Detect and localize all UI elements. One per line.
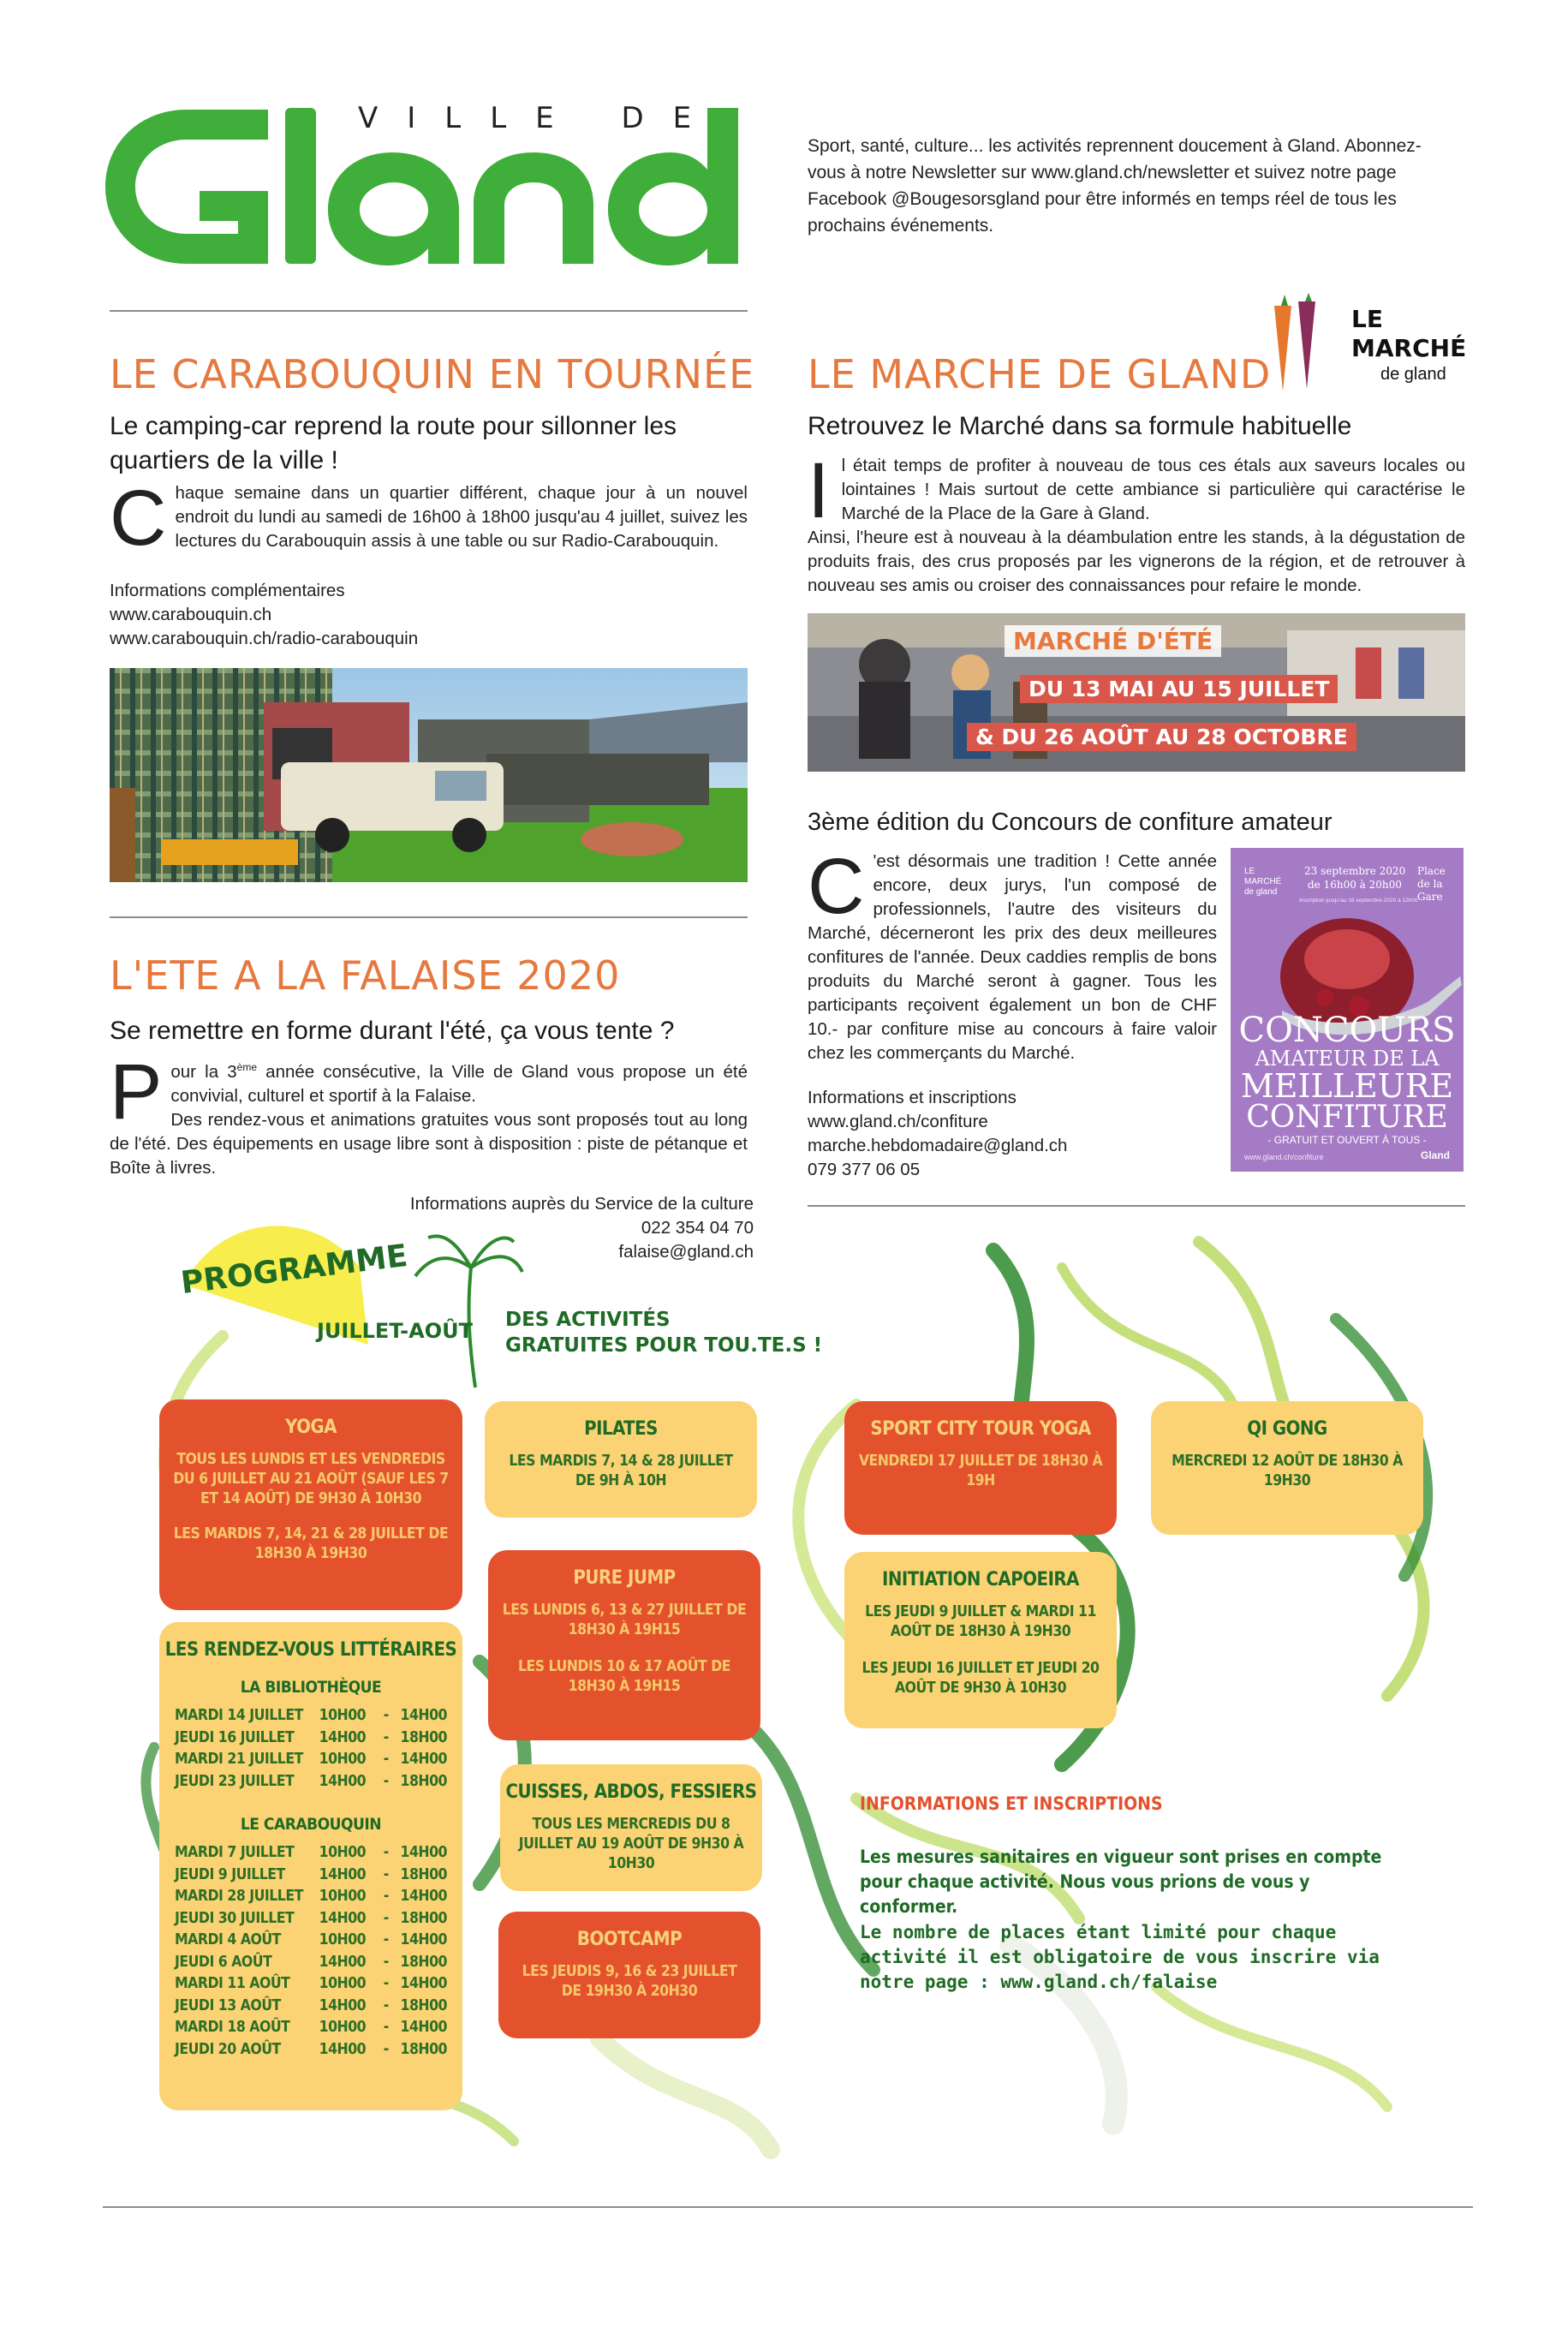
intro-text: Sport, santé, culture... les activités reprennent doucement à Gland. Abonnez-vous à notre Newsletter sur www.gland.ch/newsletter et suivez notre page Facebook @Bougesorsgland pour être informés en temps réel de tous les prochains événements.	[808, 136, 1422, 236]
divider-mid-left	[110, 916, 748, 918]
falaise-email[interactable]: falaise@gland.ch	[618, 1242, 754, 1262]
poster-logo: LE MARCHÉ de gland	[1244, 867, 1282, 897]
card-rendez-vous-litteraires	[159, 1622, 462, 2110]
schedule-day: MARDI 28 JUILLET	[175, 1888, 303, 1905]
dropcap: P	[110, 1048, 163, 1136]
schedule-sep: -	[383, 2019, 389, 2036]
schedule-to: 18H00	[400, 1996, 447, 2014]
card-line: LES LUNDIS 6, 13 & 27 JUILLET DE 18H30 À 19H15	[502, 1602, 747, 1638]
schedule-row	[175, 1996, 447, 2018]
schedule-sep: -	[383, 1909, 389, 1927]
schedule-from: 10H00	[319, 1888, 367, 1905]
card-line: LES MARDIS 7, 14 & 28 JUILLET DE 9H À 10H	[509, 1453, 733, 1489]
schedule-from: 10H00	[319, 1751, 367, 1768]
dropcap: I	[808, 447, 830, 534]
schedule-row	[175, 1908, 447, 1930]
poster-place: Place de la Gare	[1417, 865, 1446, 903]
marche-body-1: l était temps de profiter à nouveau de tous ces étals aux saveurs locales ou lointaines ! Mais surtout de cette ambiance si particulière qui caractérise le Marché de la Place de la Gare à Gland.	[841, 456, 1465, 523]
schedule-sep: -	[383, 1975, 389, 1992]
poster-title-5: - GRATUIT ET OUVERT À TOUS -	[1267, 1134, 1427, 1146]
schedule-to: 14H00	[400, 1931, 447, 1948]
carabouquin-schedule	[159, 1842, 462, 2061]
concours-body	[808, 843, 1217, 1065]
card-title: SPORT CITY TOUR YOGA	[870, 1418, 1091, 1440]
divider-top-left	[110, 310, 748, 312]
schedule-sep: -	[383, 1953, 389, 1971]
schedule-from: 14H00	[319, 1865, 367, 1883]
schedule-from: 14H00	[319, 1953, 367, 1971]
card-line: LES LUNDIS 10 & 17 AOÛT DE 18H30 À 19H15	[517, 1658, 731, 1695]
schedule-day: MARDI 18 AOÛT	[175, 2019, 290, 2036]
carabouquin-subtitle: Le camping-car reprend la route pour sillonner les quartiers de la ville !	[110, 412, 677, 474]
schedule-day: JEUDI 30 JUILLET	[175, 1909, 295, 1927]
poster-title-2: AMATEUR DE LA	[1255, 1047, 1440, 1071]
marche-body	[808, 447, 1465, 598]
schedule-row	[175, 1865, 447, 1887]
schedule-row	[175, 1973, 447, 1996]
card-bootcamp	[498, 1912, 760, 2038]
confiture-poster	[1231, 848, 1464, 1172]
schedule-to: 18H00	[400, 1772, 447, 1790]
schedule-day: JEUDI 6 AOÛT	[175, 1953, 272, 1971]
card-title: LES RENDEZ-VOUS LITTÉRAIRES	[164, 1639, 457, 1661]
dropcap: C	[808, 843, 865, 930]
schedule-from: 10H00	[319, 1975, 367, 1992]
schedule-from: 14H00	[319, 1909, 367, 1927]
carabouquin-info	[110, 579, 418, 651]
concours-info	[808, 1086, 1067, 1182]
schedule-sep: -	[383, 1751, 389, 1768]
poster-brand: Gland	[1421, 1149, 1451, 1161]
carabouquin-title: LE CARABOUQUIN EN TOURNÉE	[110, 351, 755, 397]
schedule-to: 14H00	[400, 1844, 447, 1861]
card-title: BOOTCAMP	[576, 1929, 683, 1950]
programme-info-p1: Les mesures sanitaires en vigueur sont prises en compte pour chaque activité. Nous vous prions de vous y conformer.	[860, 1847, 1382, 1917]
card-qi-gong	[1151, 1401, 1423, 1535]
schedule-from: 10H00	[319, 1707, 367, 1724]
programme-info-p2: Le nombre de places étant limité pour chaque activité il est obligatoire de vous inscrire via notre page : www.gland.ch/falaise	[860, 1922, 1380, 1992]
schedule-day: MARDI 11 AOÛT	[175, 1975, 290, 1992]
card-yoga	[159, 1399, 462, 1610]
card-line: LES JEUDIS 9, 16 & 23 JUILLET DE 19H30 À 20H30	[522, 1963, 737, 2000]
carabouquin-link[interactable]: www.carabouquin.ch	[110, 605, 272, 624]
logo-marche: MARCHÉ	[1351, 334, 1467, 362]
card-pure-jump	[488, 1550, 760, 1740]
poster-title-4: CONFITURE	[1246, 1100, 1448, 1135]
card-line: MERCREDI 12 AOÛT DE 18H30 À 19H30	[1172, 1453, 1403, 1489]
schedule-to: 14H00	[400, 1888, 447, 1905]
schedule-row	[175, 1842, 447, 1865]
schedule-sep: -	[383, 1996, 389, 2014]
card-line: VENDREDI 17 JUILLET DE 18H30 À 19H	[858, 1453, 1103, 1489]
logo-ville-de: VILLE DE	[358, 101, 721, 135]
carabouquin-body-text: haque semaine dans un quartier différent, chaque jour à un nouvel endroit du lundi au samedi de 16h00 à 18h00 jusqu'au 4 juillet, suivez les lectures du Carabouquin assis à une table ou sur Radio-Carabouquin.	[175, 483, 748, 551]
concours-body-text: 'est désormais une tradition ! Cette année encore, deux jurys, l'un composé de professionnels, l'autre des visiteurs du Marché, décerneront les prix des deux meilleures confitures de l'année. Deux caddies remplis de bons produits du Marché seront à gagner. Tous les participants reçoivent également un bon de CHF 10.- par confiture mise au concours à faire valoir chez les commerçants du Marché.	[808, 851, 1217, 1063]
carabouquin-body	[110, 474, 748, 562]
schedule-row	[175, 1705, 447, 1727]
schedule-day: JEUDI 13 AOÛT	[175, 1996, 281, 2014]
programme-free-line2: GRATUITES POUR TOU.TE.S !	[505, 1334, 823, 1357]
poster-date: 23 septembre 2020	[1304, 865, 1406, 877]
schedule-row	[175, 1771, 447, 1793]
logo-le: LE	[1351, 305, 1383, 333]
marche-email[interactable]: marche.hebdomadaire@gland.ch	[808, 1136, 1068, 1155]
schedule-sep: -	[383, 1888, 389, 1905]
schedule-to: 14H00	[400, 1975, 447, 1992]
schedule-sep: -	[383, 1931, 389, 1948]
schedule-row	[175, 1930, 447, 1952]
card-line: TOUS LES MERCREDIS DU 8 JUILLET AU 19 AOÛT DE 9H30 À 10H30	[518, 1816, 744, 1872]
banner-marche-ete: MARCHÉ D'ÉTÉ	[1005, 625, 1221, 657]
card-title: INITIATION CAPOEIRA	[882, 1569, 1079, 1590]
schedule-to: 14H00	[400, 2019, 447, 2036]
schedule-from: 14H00	[319, 1728, 367, 1746]
falaise-subtitle: Se remettre en forme durant l'été, ça vous tente ?	[110, 1017, 675, 1045]
card-line: LES MARDIS 7, 14, 21 & 28 JUILLET DE 18H30 À 19H30	[173, 1525, 449, 1562]
schedule-to: 18H00	[400, 1909, 447, 1927]
programme-period: JUILLET-AOÛT	[317, 1319, 473, 1343]
divider-bottom	[103, 2206, 1473, 2208]
card-title: PURE JUMP	[573, 1567, 676, 1589]
marche-title: LE MARCHE DE GLAND	[808, 351, 1272, 397]
card-pilates	[485, 1401, 757, 1518]
dropcap: C	[110, 474, 167, 562]
falaise-body-a: our la 3	[170, 1061, 237, 1082]
marche-subtitle: Retrouvez le Marché dans sa formule habituelle	[808, 412, 1352, 440]
falaise-title: L'ETE A LA FALAISE 2020	[110, 952, 621, 999]
schedule-row	[175, 1952, 447, 1974]
schedule-row	[175, 1727, 447, 1750]
poster-url: www.gland.ch/confiture	[1244, 1153, 1324, 1161]
sub-title-carabouquin: LE CARABOUQUIN	[240, 1815, 382, 1834]
schedule-sep: -	[383, 2040, 389, 2058]
poster-time: de 16h00 à 20h00	[1308, 879, 1402, 891]
card-line: LES JEUDI 16 JUILLET ET JEUDI 20 AOÛT DE 9H30 À 10H30	[862, 1660, 1100, 1697]
sub-title-bibliotheque: LA BIBLIOTHÈQUE	[240, 1678, 382, 1697]
schedule-to: 18H00	[400, 1865, 447, 1883]
logo-de-gland: de gland	[1380, 365, 1446, 384]
schedule-day: MARDI 14 JUILLET	[175, 1707, 303, 1724]
poster-title-3: MEILLEURE	[1240, 1067, 1454, 1105]
radio-carabouquin-link[interactable]: www.carabouquin.ch/radio-carabouquin	[110, 629, 419, 648]
schedule-day: JEUDI 9 JUILLET	[175, 1865, 285, 1883]
schedule-day: JEUDI 20 AOÛT	[175, 2040, 281, 2058]
schedule-sep: -	[383, 1865, 389, 1883]
schedule-to: 18H00	[400, 1953, 447, 1971]
schedule-sep: -	[383, 1772, 389, 1790]
programme-free-line1: DES ACTIVITÉS	[505, 1309, 671, 1331]
card-cuisses-abdos	[500, 1764, 762, 1891]
divider-mid-right	[808, 1205, 1465, 1207]
banner-dates-1: DU 13 MAI AU 15 JUILLET	[1020, 675, 1338, 703]
falaise-body-2: Des rendez-vous et animations gratuites vous sont proposés tout au long de l'été. Des équipements en usage libre sont à disposition : piste de pétanque et Boîte à livres.	[110, 1109, 748, 1178]
schedule-day: MARDI 4 AOÛT	[175, 1931, 281, 1948]
falaise-phone[interactable]: 022 354 04 70	[641, 1218, 754, 1238]
schedule-row	[175, 1886, 447, 1908]
schedule-from: 14H00	[319, 1772, 367, 1790]
schedule-row	[175, 2039, 447, 2061]
banner-dates-2: & DU 26 AOÛT AU 28 OCTOBRE	[967, 723, 1356, 751]
schedule-sep: -	[383, 1728, 389, 1746]
card-title: QI GONG	[1247, 1418, 1327, 1440]
marche-body-2: Ainsi, l'heure est à nouveau à la déambulation entre les stands, à la dégustation de produits frais, des crus proposés par les vignerons de la région, et de retrouver à nouveau ses amis ou croiser des connaissances pour refaire le monde.	[808, 528, 1465, 595]
card-line: TOUS LES LUNDIS ET LES VENDREDIS DU 6 JUILLET AU 21 AOÛT (SAUF LES 7 ET 14 AOÛT) DE 9H30 À 10H30	[173, 1451, 449, 1507]
falaise-body-b: année consécutive, la Ville de Gland vous propose un été convivial, culturel et sportif à la Falaise.	[170, 1061, 748, 1106]
schedule-to: 14H00	[400, 1751, 447, 1768]
schedule-row	[175, 2017, 447, 2039]
schedule-sep: -	[383, 1707, 389, 1724]
poster-fine-print: Inscription jusqu'au 16 septembre 2020 à 12h00	[1299, 898, 1418, 904]
card-title: CUISSES, ABDOS, FESSIERS	[505, 1781, 757, 1803]
info-label: Informations complémentaires	[110, 581, 345, 600]
schedule-day: JEUDI 16 JUILLET	[175, 1728, 295, 1746]
card-sport-city-tour	[844, 1401, 1117, 1535]
falaise-body	[110, 1048, 748, 1180]
schedule-row	[175, 1749, 447, 1771]
schedule-from: 10H00	[319, 2019, 367, 2036]
marche-phone[interactable]: 079 377 06 05	[808, 1160, 921, 1179]
card-capoeira	[844, 1552, 1117, 1728]
market-banner	[808, 613, 1465, 772]
card-title: PILATES	[584, 1418, 658, 1440]
programme-title: PROGRAMME	[179, 1238, 410, 1301]
schedule-to: 14H00	[400, 1707, 447, 1724]
bibliotheque-schedule	[159, 1705, 462, 1793]
caravan-photo	[110, 668, 748, 882]
schedule-from: 10H00	[319, 1844, 367, 1861]
card-title: YOGA	[285, 1417, 337, 1438]
programme-info-title: INFORMATIONS ET INSCRIPTIONS	[860, 1793, 1163, 1814]
schedule-from: 14H00	[319, 1996, 367, 2014]
poster-title-1: CONCOURS	[1238, 1011, 1456, 1050]
schedule-to: 18H00	[400, 1728, 447, 1746]
confiture-link[interactable]: www.gland.ch/confiture	[808, 1112, 988, 1131]
marche-logo	[1266, 293, 1471, 396]
info-label: Informations et inscriptions	[808, 1088, 1017, 1107]
schedule-day: MARDI 7 JUILLET	[175, 1844, 295, 1861]
schedule-from: 10H00	[319, 1931, 367, 1948]
schedule-from: 14H00	[319, 2040, 367, 2058]
schedule-day: JEUDI 23 JUILLET	[175, 1772, 295, 1790]
falaise-body-sup: ème	[236, 1061, 258, 1073]
falaise-info-line: Informations auprès du Service de la culture	[409, 1194, 754, 1214]
schedule-day: MARDI 21 JUILLET	[175, 1751, 303, 1768]
schedule-to: 18H00	[400, 2040, 447, 2058]
card-line: LES JEUDI 9 JUILLET & MARDI 11 AOÛT DE 18H30 À 19H30	[865, 1603, 1096, 1640]
concours-heading: 3ème édition du Concours de confiture amateur	[808, 808, 1333, 836]
schedule-sep: -	[383, 1844, 389, 1861]
